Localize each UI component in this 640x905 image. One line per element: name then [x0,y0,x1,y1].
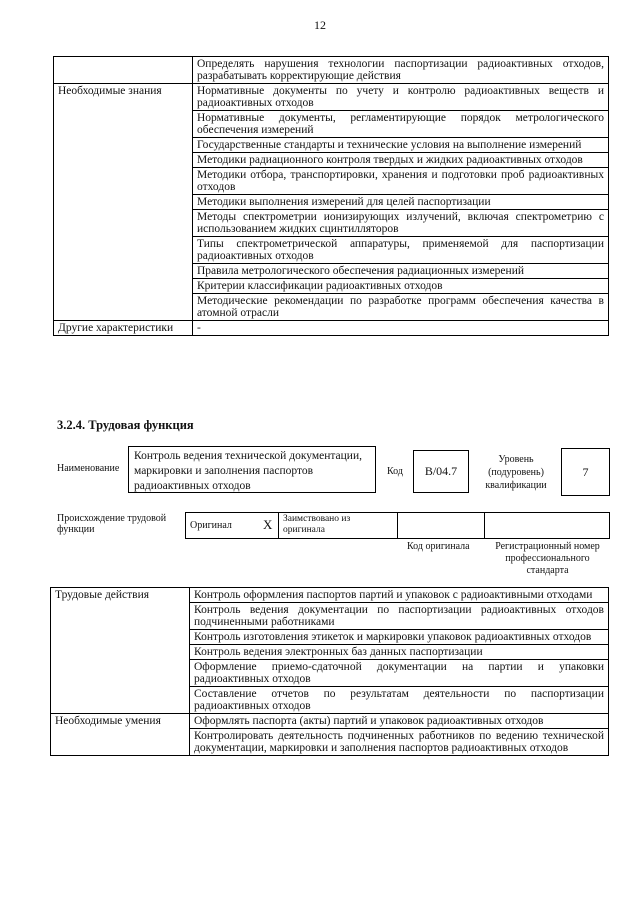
reg-number-caption: Регистрационный номер профессионального стандарта [495,541,600,576]
actions-label: Трудовые действия [51,588,190,714]
page-number: 12 [314,18,326,32]
knowledge-item: Нормативные документы по учету и контролю радиоактивных веществ и радиоактивных отходов [193,84,609,111]
knowledge-item: Нормативные документы, регламентирующие порядок метрологического обеспечения измерений [193,111,609,138]
knowledge-item: Правила метрологического обеспечения радиационных измерений [193,264,609,279]
other-characteristics-value: - [193,321,609,336]
function-name-box: Контроль ведения технической документации, маркировки и заполнения паспортов радиоактивных отходов [128,446,376,493]
origin-box [185,512,610,539]
table-row [51,714,609,729]
skill-item: Контролировать деятельность подчиненных работников по ведению технической документации, маркировки и заполнения паспортов радиоактивных отходов [190,729,609,756]
origin-label: Происхождение трудовой функции [57,513,167,535]
knowledge-item: Методы спектрометрии ионизирующих излучений, включая спектрометрию с использованием жидких сцинтилляторов [193,210,609,237]
empty-cell [54,57,193,84]
other-characteristics-label: Другие характеристики [54,321,193,336]
code-original-caption: Код оригинала [407,541,470,552]
level-box: 7 [561,448,610,496]
level-label: Уровень (подуровень) квалификации [485,454,547,491]
skill-cell: Определять нарушения технологии паспортизации радиоактивных отходов, разрабатывать корректирующие действия [193,57,609,84]
divider [484,513,485,538]
action-item: Контроль оформления паспортов партий и упаковок с радиоактивными отходами [190,588,609,603]
name-label: Наименование [57,463,120,474]
original-label: Оригинал [190,520,232,531]
table-row [54,57,609,84]
knowledge-item: Государственные стандарты и технические условия на выполнение измерений [193,138,609,153]
knowledge-table [53,56,609,336]
table-row [54,321,609,336]
action-item: Контроль ведения электронных баз данных паспортизации [190,645,609,660]
section-title: 3.2.4. Трудовая функция [57,418,194,432]
actions-table [50,587,609,756]
action-item: Составление отчетов по результатам деятельности по паспортизации радиоактивных отходов [190,687,609,714]
skills-label: Необходимые умения [51,714,190,756]
divider [397,513,398,538]
knowledge-item: Методики выполнения измерений для целей паспортизации [193,195,609,210]
code-label: Код [387,466,403,477]
knowledge-item: Методики радиационного контроля твердых и жидких радиоактивных отходов [193,153,609,168]
knowledge-item: Критерии классификации радиоактивных отходов [193,279,609,294]
action-item: Контроль ведения документации по паспортизации радиоактивных отходов подчиненными работниками [190,603,609,630]
knowledge-item: Методические рекомендации по разработке программ обеспечения качества в атомной отрасли [193,294,609,321]
divider [278,513,279,538]
knowledge-item: Методики отбора, транспортировки, хранения и подготовки проб радиоактивных отходов [193,168,609,195]
skill-item: Оформлять паспорта (акты) партий и упаковок радиоактивных отходов [190,714,609,729]
table-row [54,84,609,111]
action-item: Контроль изготовления этикеток и маркировки упаковок радиоактивных отходов [190,630,609,645]
table-row [51,588,609,603]
knowledge-item: Типы спектрометрической аппаратуры, применяемой для паспортизации радиоактивных отходов [193,237,609,264]
original-mark: X [263,517,273,532]
knowledge-label: Необходимые знания [54,84,193,321]
action-item: Оформление приемо-сдаточной документации на партии и упаковки радиоактивных отходов [190,660,609,687]
code-box: В/04.7 [413,450,469,493]
borrowed-label: Заимствовано из оригинала [283,514,351,535]
